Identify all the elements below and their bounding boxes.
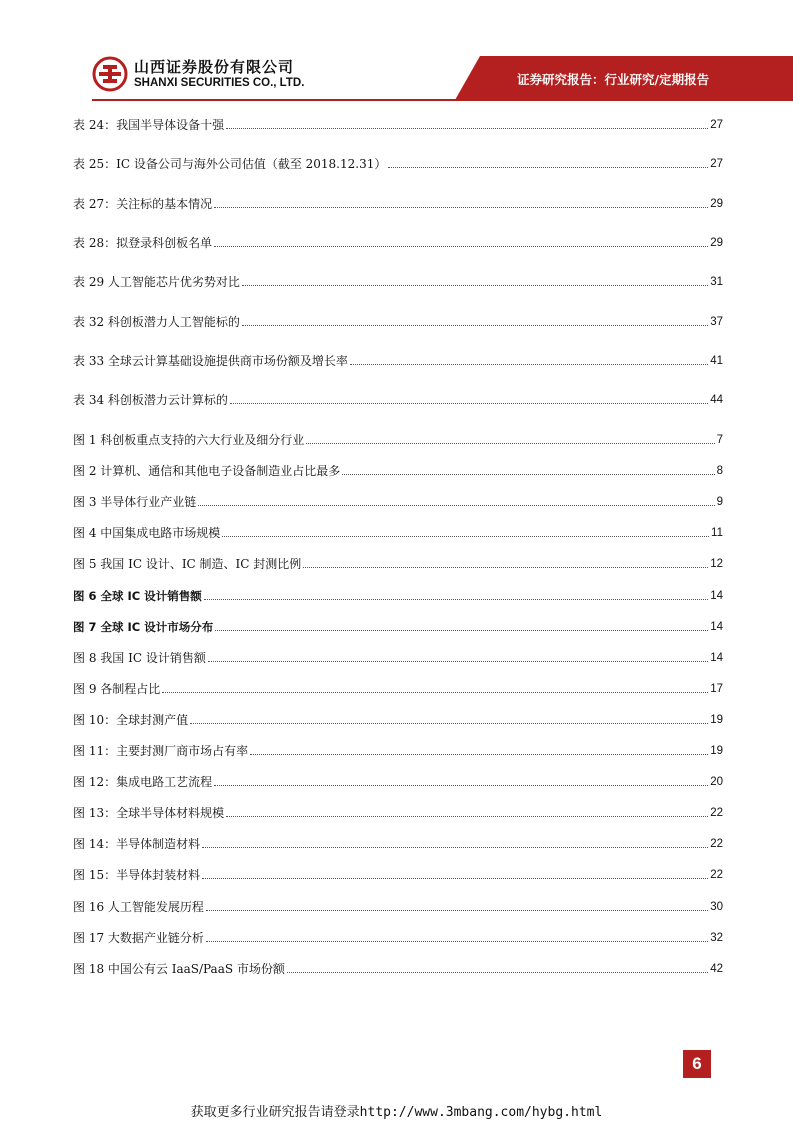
toc-dot-leader	[226, 816, 708, 817]
toc-entry[interactable]	[73, 429, 723, 447]
toc-dot-leader	[230, 403, 708, 404]
toc-dot-leader	[242, 285, 708, 286]
page-number: 6	[683, 1050, 711, 1078]
toc-dot-leader	[214, 207, 708, 208]
toc-entry-page: 7	[716, 434, 723, 446]
toc-entry[interactable]	[73, 232, 723, 250]
toc-dot-leader	[202, 878, 708, 879]
toc-entry-page: 20	[710, 776, 723, 789]
toc-entry-label: 图 18 中国公有云 IaaS/PaaS 市场份额	[73, 961, 285, 976]
toc-entry-label: 表 33 全球云计算基础设施提供商市场份额及增长率	[73, 353, 348, 368]
toc-entry[interactable]	[73, 958, 723, 976]
toc-entry[interactable]	[73, 927, 723, 945]
toc-dot-leader	[287, 972, 708, 973]
toc-entry[interactable]	[73, 616, 723, 634]
toc-entry-page: 9	[716, 496, 723, 509]
toc-entry-label: 图 17 大数据产业链分析	[73, 930, 204, 945]
company-name-cn: 山西证券股份有限公司	[134, 58, 295, 76]
company-name-en: SHANXI SECURITIES CO., LTD.	[134, 77, 305, 89]
toc-entry-page: 19	[710, 745, 723, 757]
toc-entry-label: 图 14：半导体制造材料	[73, 837, 201, 852]
toc-dot-leader	[226, 128, 708, 129]
toc-dot-leader	[204, 599, 708, 600]
toc-entry-label: 图 8 我国 IC 设计销售额	[73, 650, 206, 665]
toc-entry-page: 44	[710, 394, 723, 407]
toc-entry[interactable]	[73, 153, 723, 171]
toc-dot-leader	[222, 536, 709, 537]
toc-entry-page: 12	[710, 558, 723, 571]
toc-entry-label: 图 15：半导体封装材料	[73, 868, 201, 883]
toc-entry[interactable]	[73, 771, 723, 789]
toc-entry[interactable]	[73, 193, 723, 211]
toc-entry-label: 图 3 半导体行业产业链	[73, 495, 197, 510]
toc-entry[interactable]	[73, 740, 723, 758]
toc-dot-leader	[215, 630, 708, 631]
toc-entry-page: 30	[710, 900, 723, 913]
toc-entry[interactable]	[73, 647, 723, 665]
toc-entry[interactable]	[73, 114, 723, 132]
toc-entry-label: 表 27：关注标的基本情况	[73, 196, 213, 211]
toc-entry-label: 表 34 科创板潜力云计算标的	[73, 393, 228, 408]
toc-entry[interactable]	[73, 553, 723, 571]
toc-entry-page: 41	[710, 354, 723, 367]
toc-entry[interactable]	[73, 350, 723, 368]
toc-dot-leader	[198, 505, 714, 506]
toc-entry[interactable]	[73, 864, 723, 882]
toc-entry[interactable]	[73, 522, 723, 540]
toc-entry[interactable]	[73, 802, 723, 820]
toc-entry-page: 11	[711, 527, 723, 540]
company-logo	[92, 56, 304, 92]
toc-entry[interactable]	[73, 678, 723, 696]
toc-entry-label: 图 16 人工智能发展历程	[73, 899, 204, 914]
toc-entry-page: 29	[710, 236, 723, 249]
toc-entry-label: 图 5 我国 IC 设计、IC 制造、IC 封测比例	[73, 557, 302, 572]
toc-entry-label: 图 7 全球 IC 设计市场分布	[73, 619, 214, 634]
toc-entry[interactable]	[73, 311, 723, 329]
report-type: 证券研究报告：行业研究/定期报告	[517, 72, 710, 87]
toc-entry-page: 8	[716, 465, 723, 478]
toc-entry[interactable]	[73, 491, 723, 509]
toc-entry[interactable]	[73, 896, 723, 914]
toc-entry-label: 图 9 各制程占比	[73, 681, 161, 696]
toc-entry[interactable]	[73, 460, 723, 478]
toc-dot-leader	[350, 364, 708, 365]
toc-dot-leader	[214, 785, 708, 786]
toc-entry-page: 29	[710, 197, 723, 210]
toc-dot-leader	[208, 661, 708, 662]
toc-entry-label: 图 1 科创板重点支持的六大行业及细分行业	[73, 433, 305, 447]
toc-entry-page: 14	[710, 651, 723, 664]
toc-entry[interactable]	[73, 833, 723, 851]
toc-dot-leader	[206, 910, 708, 911]
footer-note: 获取更多行业研究报告请登录http://www.3mbang.com/hybg.html	[190, 1105, 603, 1120]
toc-entry-label: 图 10：全球封测产值	[73, 712, 189, 727]
toc-entry-label: 图 2 计算机、通信和其他电子设备制造业占比最多	[73, 464, 341, 479]
toc-dot-leader	[342, 474, 714, 475]
toc-entry[interactable]	[73, 585, 723, 603]
toc-entry-page: 27	[710, 119, 723, 131]
toc-entry[interactable]	[73, 271, 723, 289]
toc-dot-leader	[250, 754, 708, 755]
toc-dot-leader	[388, 167, 708, 168]
toc-dot-leader	[190, 723, 708, 724]
toc-entry-page: 19	[710, 713, 723, 726]
toc-entry-label: 图 6 全球 IC 设计销售额	[73, 588, 202, 603]
toc-entry-label: 图 12：集成电路工艺流程	[73, 775, 213, 790]
toc-dot-leader	[306, 443, 714, 444]
toc-dot-leader	[214, 246, 708, 247]
toc-entry-label: 表 32 科创板潜力人工智能标的	[73, 314, 240, 329]
toc-entry-label: 表 29 人工智能芯片优劣势对比	[73, 275, 240, 290]
toc-entry-page: 32	[710, 931, 723, 944]
toc-entry[interactable]	[73, 709, 723, 727]
toc-entry-label: 图 4 中国集成电路市场规模	[73, 526, 221, 541]
toc-entry-page: 31	[710, 276, 723, 289]
page-header	[0, 0, 793, 105]
toc-entry-page: 42	[710, 962, 723, 975]
toc-dot-leader	[242, 325, 708, 326]
toc-entry-label: 表 28：拟登录科创板名单	[73, 235, 213, 250]
toc-entry-label: 表 25：IC 设备公司与海外公司估值（截至 2018.12.31）	[73, 157, 387, 172]
toc-entry-page: 22	[710, 807, 723, 820]
toc-entry-label: 表 24：我国半导体设备十强	[73, 118, 225, 132]
toc-entry-page: 22	[710, 869, 723, 882]
toc-entry-page: 22	[710, 838, 723, 851]
toc-dot-leader	[303, 567, 708, 568]
toc-entry-page: 37	[710, 315, 723, 328]
toc-entry[interactable]	[73, 389, 723, 407]
toc-entry-page: 27	[710, 158, 723, 171]
logo-seal-icon	[92, 56, 128, 92]
toc-dot-leader	[202, 847, 708, 848]
toc-entry-page: 14	[710, 589, 723, 602]
toc-dot-leader	[206, 941, 708, 942]
toc-entry-page: 14	[710, 620, 723, 633]
toc-entry-label: 图 11：主要封测厂商市场占有率	[73, 744, 249, 758]
toc-entry-page: 17	[710, 682, 723, 695]
toc-entry-label: 图 13：全球半导体材料规模	[73, 806, 225, 821]
toc-dot-leader	[162, 692, 708, 693]
